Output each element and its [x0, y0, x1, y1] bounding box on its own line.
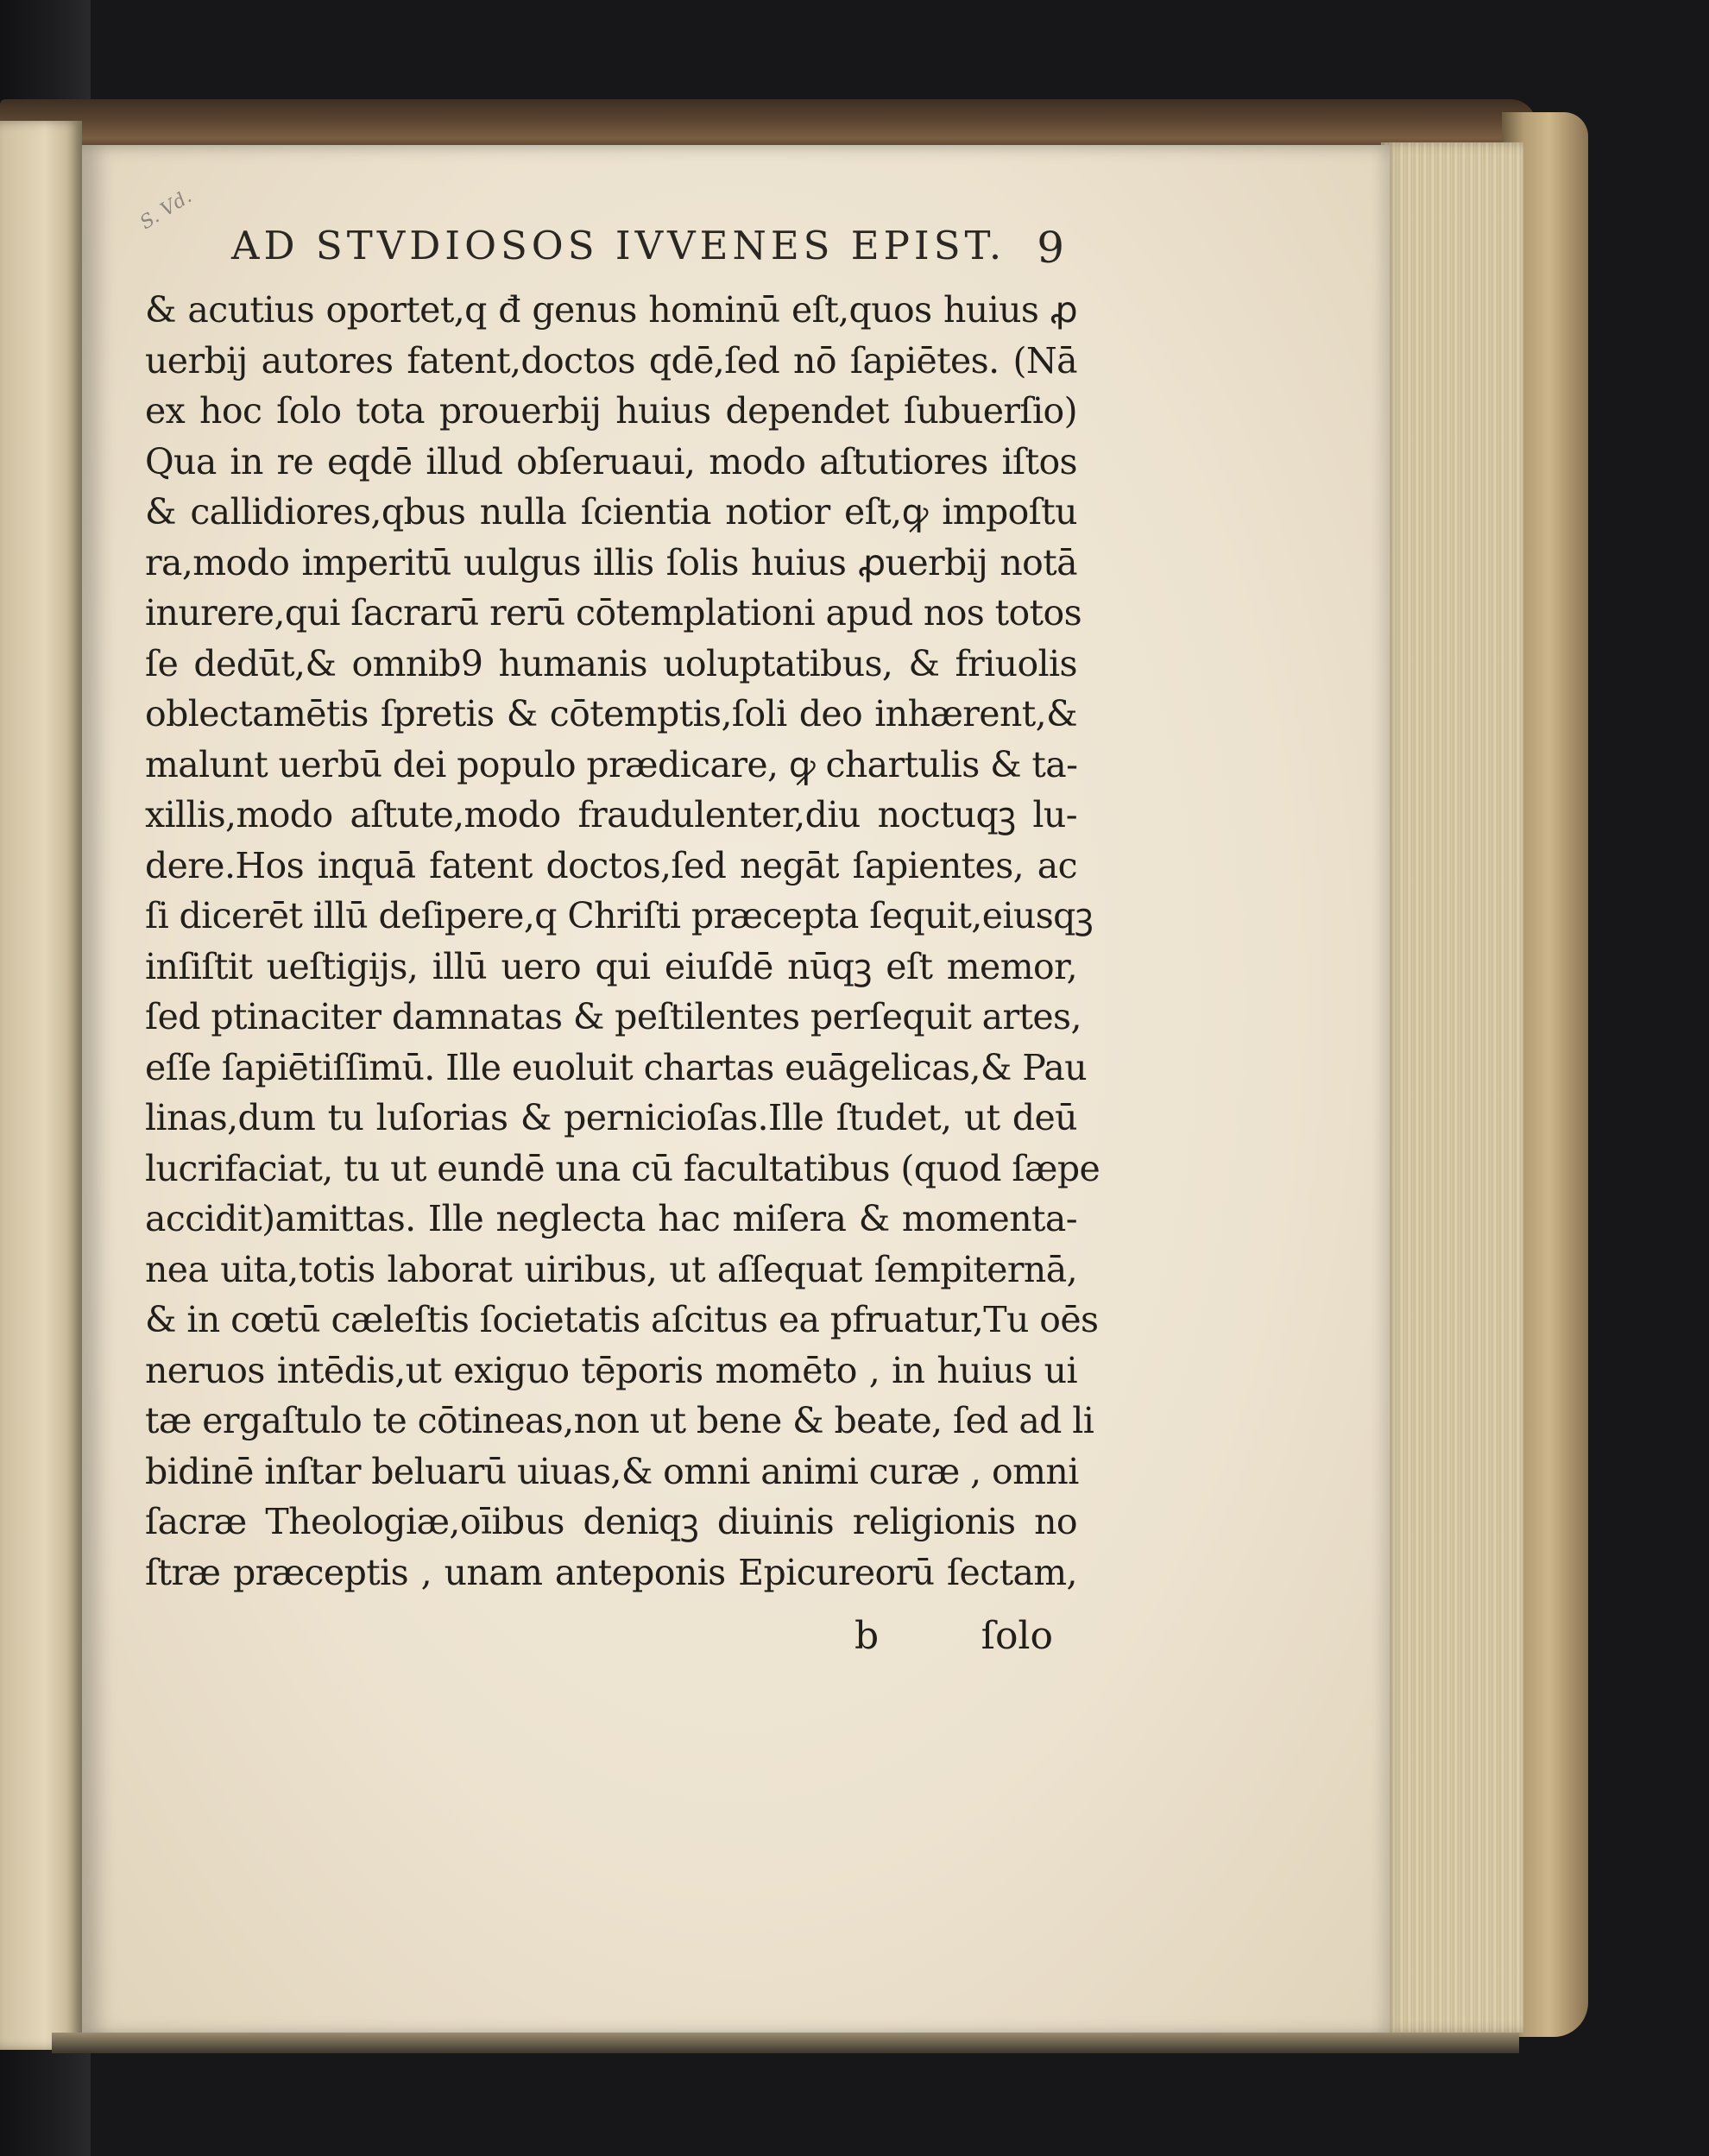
text-line: ra,modo imperitū uulgus illis ſolis huius ꝓuerbij notā [145, 541, 1077, 583]
text-line: malunt uerbū dei populo prædicare, ꝙ chartulis & ta- [145, 743, 1078, 785]
text-line: lucrifaciat, tu ut eundē una cū facultatibus (quod ſæpe [145, 1147, 1100, 1189]
body-text [145, 285, 1100, 1598]
text-line: ſtræ præceptis , unam anteponis Epicureorū ſectam, [145, 1551, 1077, 1593]
text-line: ſe dedūt,& omnib9 humanis uoluptatibus, & friuolis [145, 642, 1077, 684]
text-line: Qua in re eqdē illud obſeruaui, modo aſtutiores iſtos [145, 440, 1077, 482]
page-footer [854, 1614, 1053, 1666]
running-header [231, 223, 1069, 274]
text-line: uerbij autores fatent,doctos qdē,ſed nō ſapiētes. (Nā [145, 339, 1077, 381]
folio-number: 9 [1037, 223, 1069, 273]
text-line: inſiſtit ueſtigijs, illū uero qui eiuſdē nūqꝫ eſt memor, [145, 945, 1077, 987]
page-block-edges [1381, 142, 1523, 2033]
marginal-annotation: S. Vd. [136, 186, 196, 235]
text-line: & acutius oportet,q đ genus hominū eſt,quos huius ꝓ [145, 289, 1077, 331]
text-line: ſed ptinaciter damnatas & peſtilentes perſequit artes, [145, 996, 1082, 1037]
page-bottom-shadow [52, 2033, 1519, 2053]
facing-page-edge [0, 121, 82, 2050]
text-line: ſacræ Theologiæ,oīibus deniqꝫ diuinis religionis no [145, 1501, 1077, 1542]
text-line: ex hoc ſolo tota prouerbij huius dependet ſubuerſio) [145, 390, 1077, 432]
text-line: accidit)amittas. Ille neglecta hac miſera & momenta- [145, 1198, 1077, 1239]
running-title: AD STVDIOSOS IVVENES EPIST. [231, 223, 1006, 268]
text-line: eſſe ſapiētiſſimū. Ille euoluit chartas euāgelicas,& Pau [145, 1046, 1088, 1088]
text-line: inurere,qui ſacrarū rerū cōtemplationi apud nos totos [145, 592, 1082, 634]
text-line: dere.Hos inquā fatent doctos,ſed negāt ſapientes, ac [145, 844, 1077, 886]
text-line: oblectamētis ſpretis & cōtemptis,ſoli deo inhærent,& [145, 693, 1077, 734]
text-line: linas,dum tu luſorias & pernicioſas.Ille ſtudet, ut deū [145, 1097, 1077, 1138]
text-line: ſi dicerēt illū deſipere,q Chriſti præcepta ſequit,eiusqꝫ [145, 895, 1094, 936]
text-line: & in cœtū cæleſtis ſocietatis aſcitus ea pfruatur,Tu oēs [145, 1299, 1099, 1340]
text-line: xillis,modo aſtute,modo fraudulenter,diu noctuqꝫ lu- [145, 794, 1077, 835]
catchword: ſolo [981, 1614, 1053, 1658]
book-cover-top-edge [0, 99, 1536, 151]
text-line: tæ ergaſtulo te cōtineas,non ut bene & beate, ſed ad li [145, 1400, 1094, 1441]
text-line: neruos intēdis,ut exiguo tēporis momēto , in huius ui [145, 1349, 1077, 1391]
text-line: bidinē inſtar beluarū uiuas,& omni animi curæ , omni [145, 1450, 1079, 1492]
text-line: nea uita,totis laborat uiribus, ut aſſequat ſempiternā, [145, 1248, 1077, 1290]
signature-mark: b [854, 1614, 880, 1658]
text-line: & callidiores,qbus nulla ſcientia notior eſt,ꝙ impoſtu [145, 491, 1077, 533]
